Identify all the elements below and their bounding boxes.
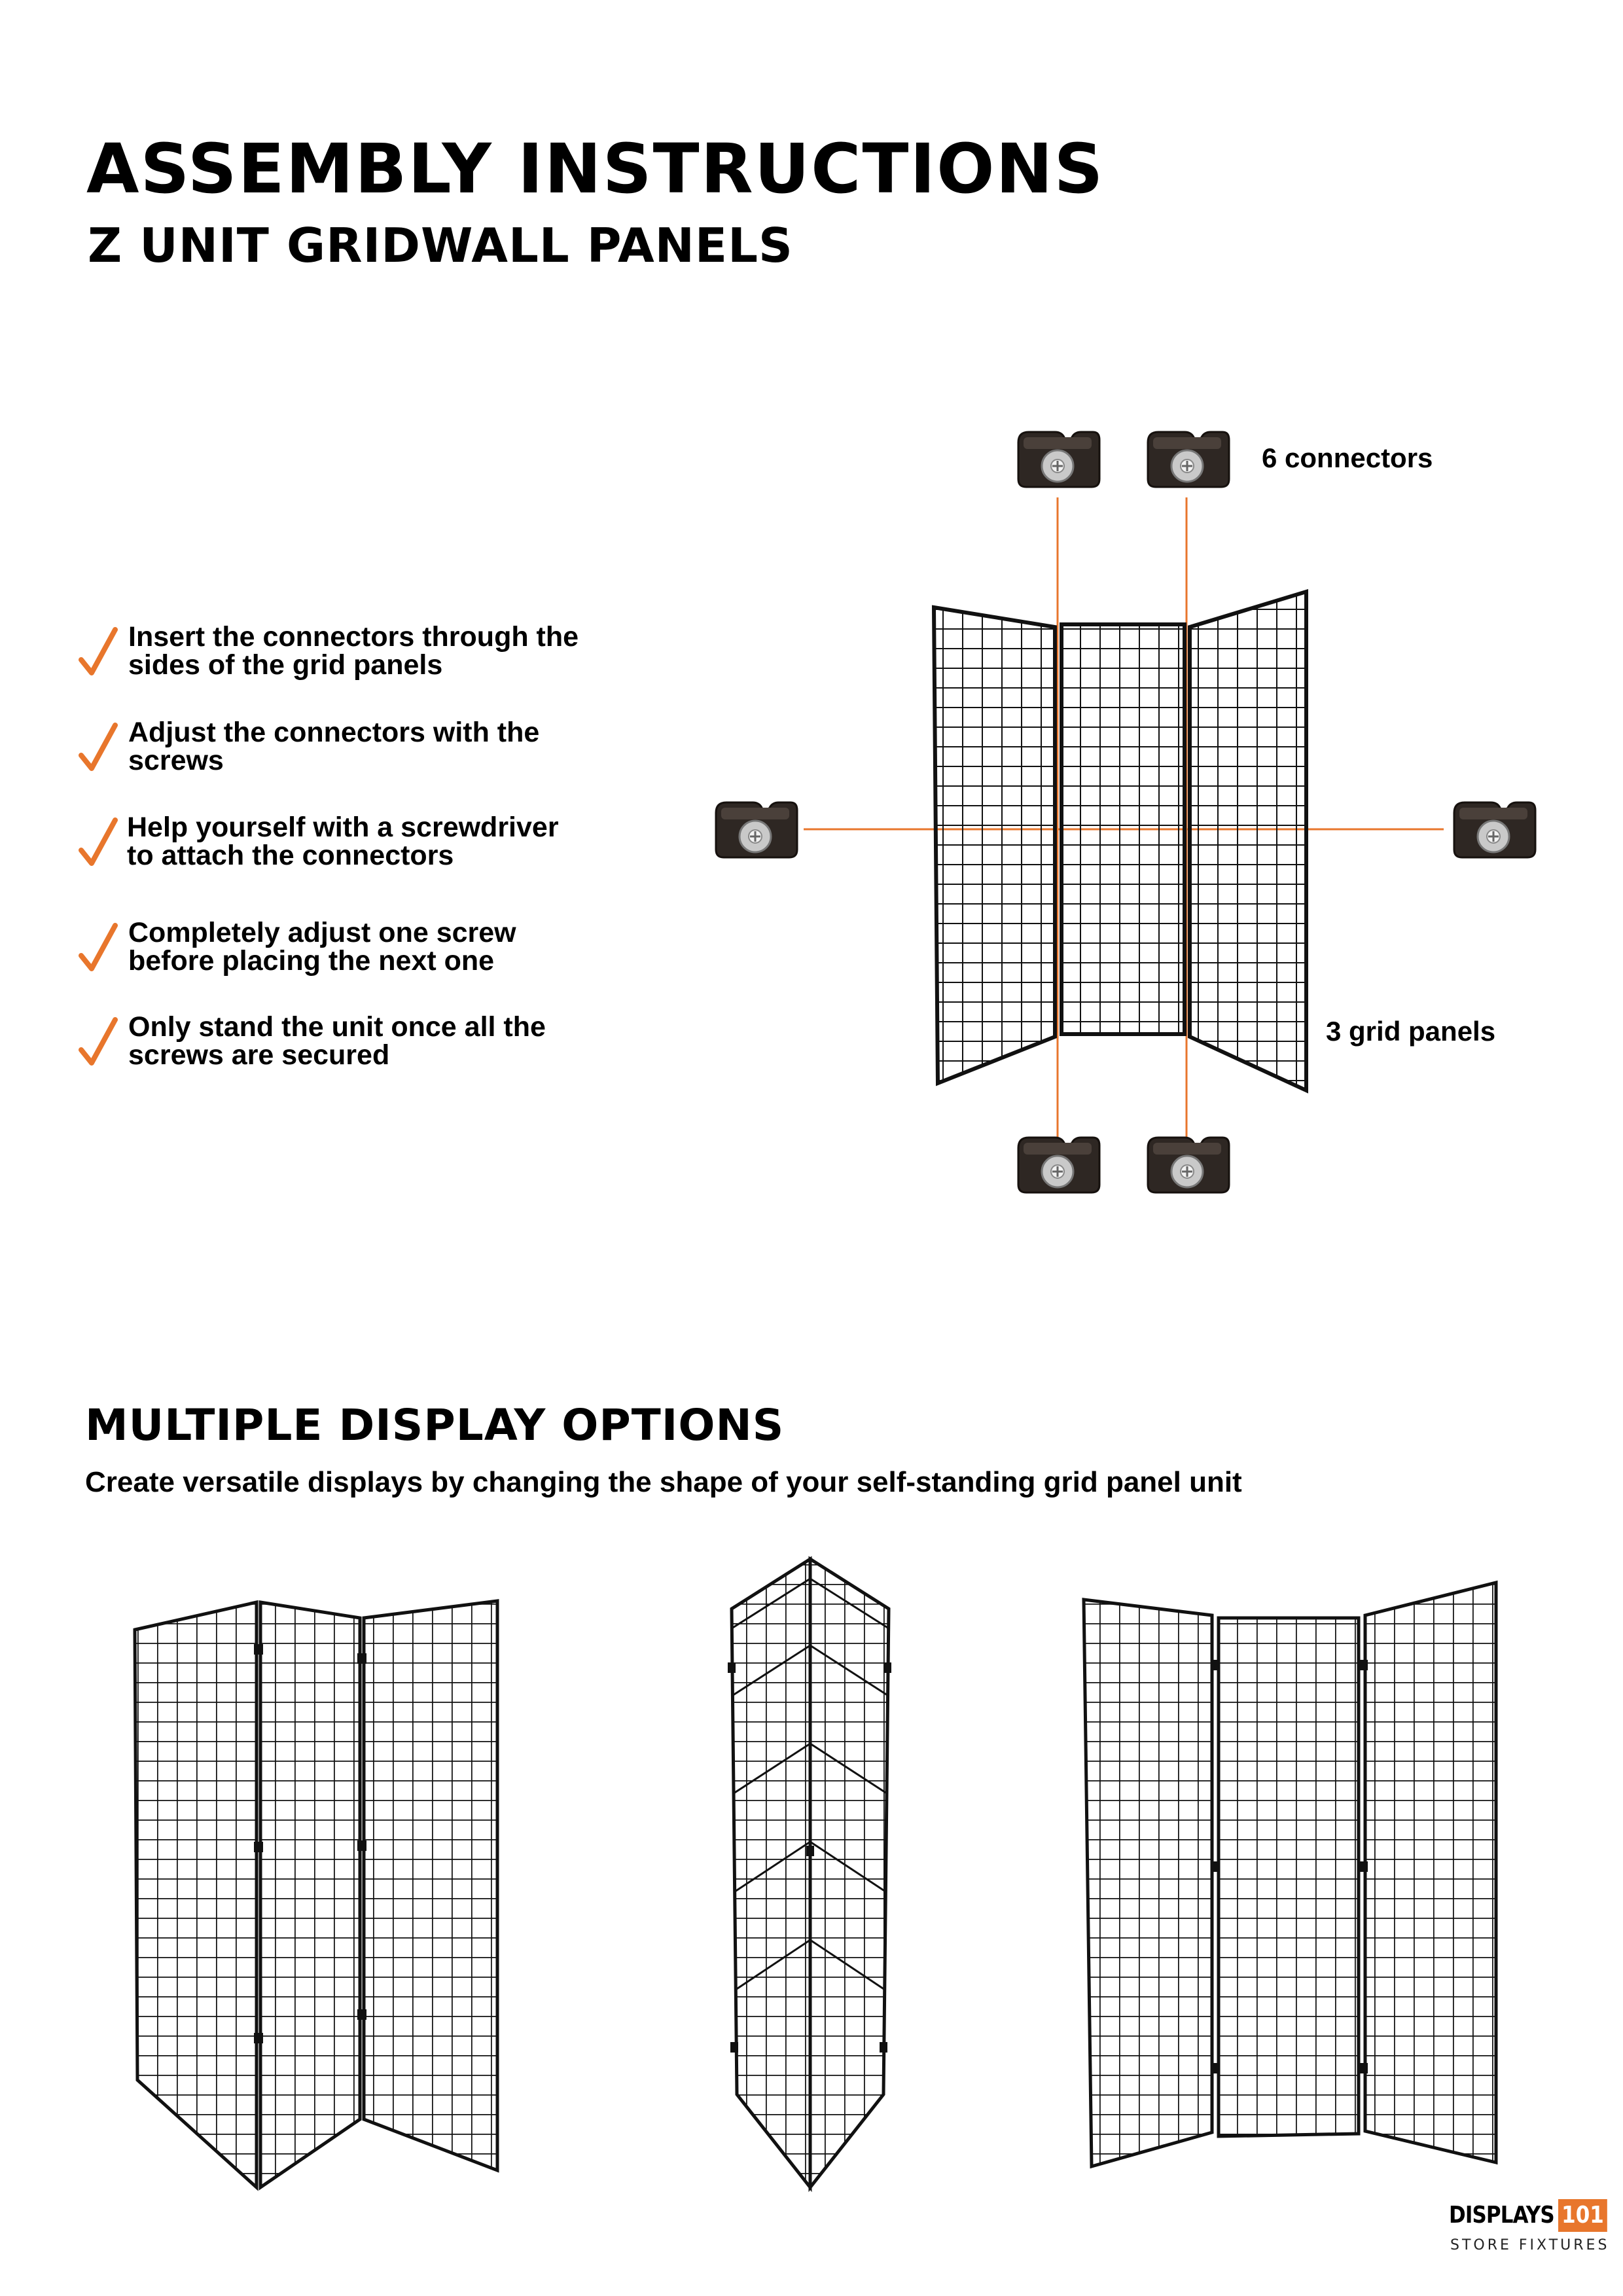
connector-clamp-icon	[1148, 432, 1229, 487]
instruction-line: before placing the next one	[128, 945, 495, 977]
instruction-line: Adjust the connectors with the	[128, 717, 540, 748]
connectors-label: 6 connectors	[1262, 442, 1433, 473]
instruction-line: sides of the grid panels	[128, 649, 443, 681]
display-option-flat	[1084, 1583, 1496, 2166]
logo-tagline: STORE FIXTURES	[1450, 2237, 1610, 2253]
grid-panel-center	[1061, 624, 1185, 1034]
display-option-zigzag	[135, 1601, 497, 2187]
logo-wordmark	[1449, 2199, 1615, 2232]
instruction-line: screws are secured	[128, 1039, 390, 1071]
instruction-line: Insert the connectors through the	[128, 621, 579, 653]
connector-clamp-icon	[1148, 1138, 1229, 1193]
section-title: MULTIPLE DISPLAY OPTIONS	[85, 1400, 785, 1450]
display-option-triangle	[728, 1559, 891, 2187]
connector-clamp-icon	[1018, 1138, 1099, 1193]
page-subtitle: Z UNIT GRIDWALL PANELS	[88, 218, 793, 273]
instruction-line: Only stand the unit once all the	[128, 1011, 546, 1043]
grid-panel-left	[934, 607, 1055, 1083]
logo-main-text: DISPLAYS	[1449, 2202, 1554, 2229]
instruction-line: to attach the connectors	[127, 840, 454, 871]
instruction-line: screws	[128, 745, 224, 776]
instruction-line: Completely adjust one screw	[128, 917, 516, 948]
logo-badge: 101	[1558, 2199, 1607, 2232]
section-description: Create versatile displays by changing the shape of your self-standing grid panel unit	[85, 1466, 1242, 1498]
connector-clamp-icon	[1454, 802, 1535, 857]
connector-clamp-icon	[1018, 432, 1099, 487]
page-title: ASSEMBLY INSTRUCTIONS	[86, 129, 1105, 209]
brand-logo	[1449, 2199, 1610, 2271]
display-options-illustration	[0, 1505, 1623, 2225]
connector-clamp-icon	[716, 802, 797, 857]
panels-label: 3 grid panels	[1326, 1016, 1496, 1047]
instruction-line: Help yourself with a screwdriver	[127, 812, 559, 843]
grid-panel-right	[1190, 592, 1306, 1090]
